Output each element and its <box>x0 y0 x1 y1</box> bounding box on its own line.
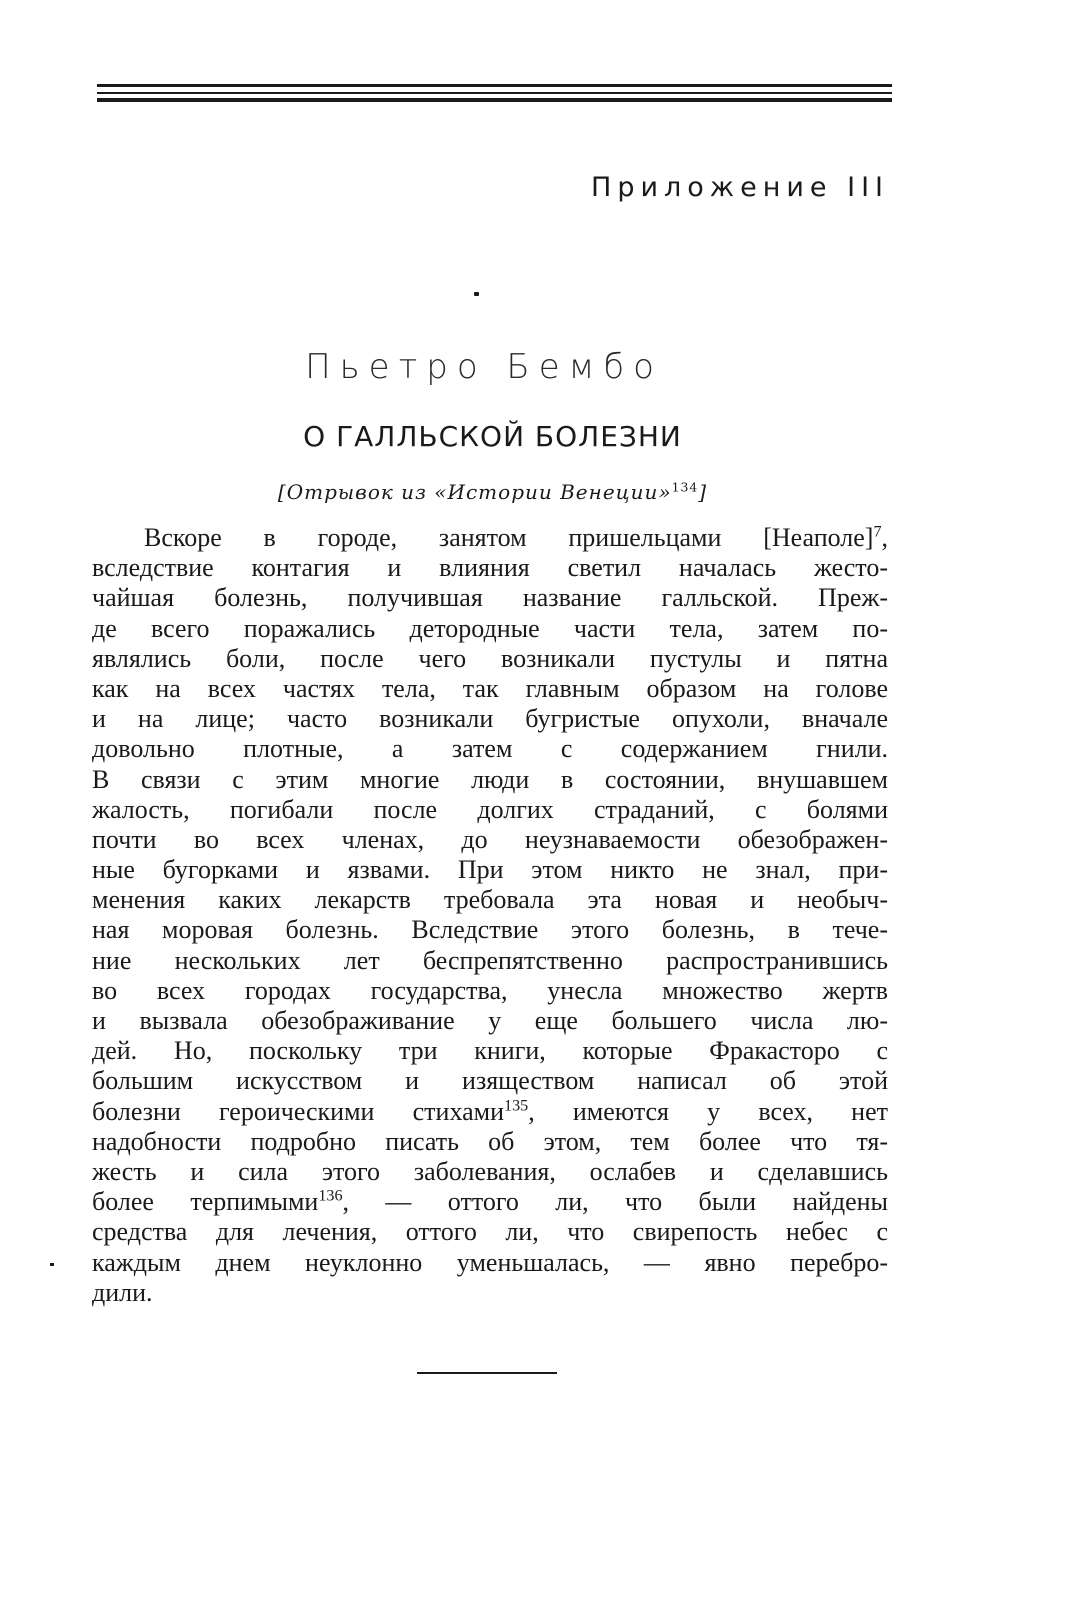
print-speck <box>474 292 479 296</box>
body-line-text: являлись боли, после чего возникали пустулы и пятна <box>92 643 888 673</box>
body-line <box>92 946 888 976</box>
header-rule-line <box>97 98 892 102</box>
body-line <box>92 1006 888 1036</box>
subtitle-text: [Отрывок из «Истории Венеции» <box>277 480 672 504</box>
body-line <box>92 1187 888 1217</box>
footnote-ref: 134 <box>671 479 699 495</box>
body-line <box>92 1127 888 1157</box>
body-line-text: как на всех частях тела, так главным образом на голове <box>92 673 888 703</box>
body-line-text: дили. <box>92 1277 153 1307</box>
body-line <box>92 1066 888 1096</box>
body-line-text: чайшая болезнь, получившая название галльской. Преж- <box>92 583 888 613</box>
body-line <box>92 704 888 734</box>
body-line-text: надобности подробно писать об этом, тем более что тя- <box>92 1126 888 1156</box>
footnote-ref: 135 <box>504 1096 529 1114</box>
body-line <box>92 1097 888 1127</box>
article-subtitle <box>0 480 985 504</box>
body-line-text: и вызвала обезображивание у еще большего числа лю- <box>92 1006 888 1035</box>
appendix-label: Приложение III <box>591 172 889 203</box>
body-line-text: Вскоре в городе, занятом пришельцами [Неаполе] <box>144 523 874 552</box>
body-line <box>92 915 888 945</box>
body-line <box>92 976 888 1006</box>
header-rule <box>97 84 892 104</box>
body-line-text: вследствие контагия и влияния светил началась жесто- <box>92 553 888 583</box>
body-text <box>92 523 888 1308</box>
margin-mark <box>50 1263 54 1266</box>
body-line <box>92 1157 888 1187</box>
body-line-text: менения каких лекарств требовала эта новая и необыч- <box>92 885 888 915</box>
body-line <box>92 1217 888 1247</box>
body-line <box>92 1278 888 1308</box>
body-line-text: почти во всех членах, до неузнаваемости обезображен- <box>92 824 888 854</box>
body-line <box>92 1036 888 1066</box>
body-line <box>92 734 888 764</box>
article-title: О ГАЛЛЬСКОЙ БОЛЕЗНИ <box>303 420 682 453</box>
footnote-ref: 7 <box>873 523 882 541</box>
body-line-text: ные бугорками и язвами. При этом никто не знал, при- <box>92 855 888 885</box>
body-line <box>92 855 888 885</box>
body-line <box>92 795 888 825</box>
header-rule-line <box>97 92 892 94</box>
body-line <box>92 1248 888 1278</box>
author-name: Пьетро Бембо <box>305 347 663 387</box>
body-line-text: и на лице; часто возникали бугристые опухоли, вначале <box>92 704 888 734</box>
body-line <box>92 553 888 583</box>
body-line-text: жесть и сила этого заболевания, ослабев и сделавшись <box>92 1156 888 1186</box>
body-line-text: более терпимыми <box>92 1187 319 1217</box>
body-line-text: довольно плотные, а затем с содержанием гнили. <box>92 734 888 764</box>
body-line-text: большим искусством и изяществом написал об этой <box>92 1066 888 1096</box>
body-line-text: болезни героическими стихами <box>92 1096 505 1126</box>
body-line-text: В связи с этим многие люди в состоянии, внушавшем <box>92 764 888 794</box>
body-line-text: , имеются у всех, нет <box>528 1096 888 1126</box>
body-line <box>92 523 888 553</box>
body-line-text: дей. Но, поскольку три книги, которые Фракасторо с <box>92 1036 888 1066</box>
body-line <box>92 885 888 915</box>
end-rule <box>417 1372 557 1374</box>
body-line <box>92 614 888 644</box>
body-line-text: каждым днем неуклонно уменьшалась, — явно перебро- <box>92 1247 888 1277</box>
footnote-ref: 136 <box>318 1187 343 1205</box>
body-line-text: , <box>881 523 888 552</box>
body-line-text: , — оттого ли, что были найдены <box>342 1187 888 1217</box>
body-line <box>92 583 888 613</box>
body-line-text: жалость, погибали после долгих страданий, с болями <box>92 794 888 824</box>
header-rule-line <box>97 84 892 87</box>
body-line <box>92 825 888 855</box>
body-line-text: де всего поражались детородные части тела, затем по- <box>92 613 888 643</box>
subtitle-close: ] <box>698 480 708 504</box>
body-line-text: ная моровая болезнь. Вследствие этого болезнь, в тече- <box>92 915 888 945</box>
body-line <box>92 644 888 674</box>
body-line <box>92 765 888 795</box>
body-line-text: во всех городах государства, унесла множество жертв <box>92 975 888 1005</box>
body-line <box>92 674 888 704</box>
body-line-text: средства для лечения, оттого ли, что свирепость небес с <box>92 1217 888 1247</box>
body-line-text: ние нескольких лет беспрепятственно распространившись <box>92 945 888 975</box>
